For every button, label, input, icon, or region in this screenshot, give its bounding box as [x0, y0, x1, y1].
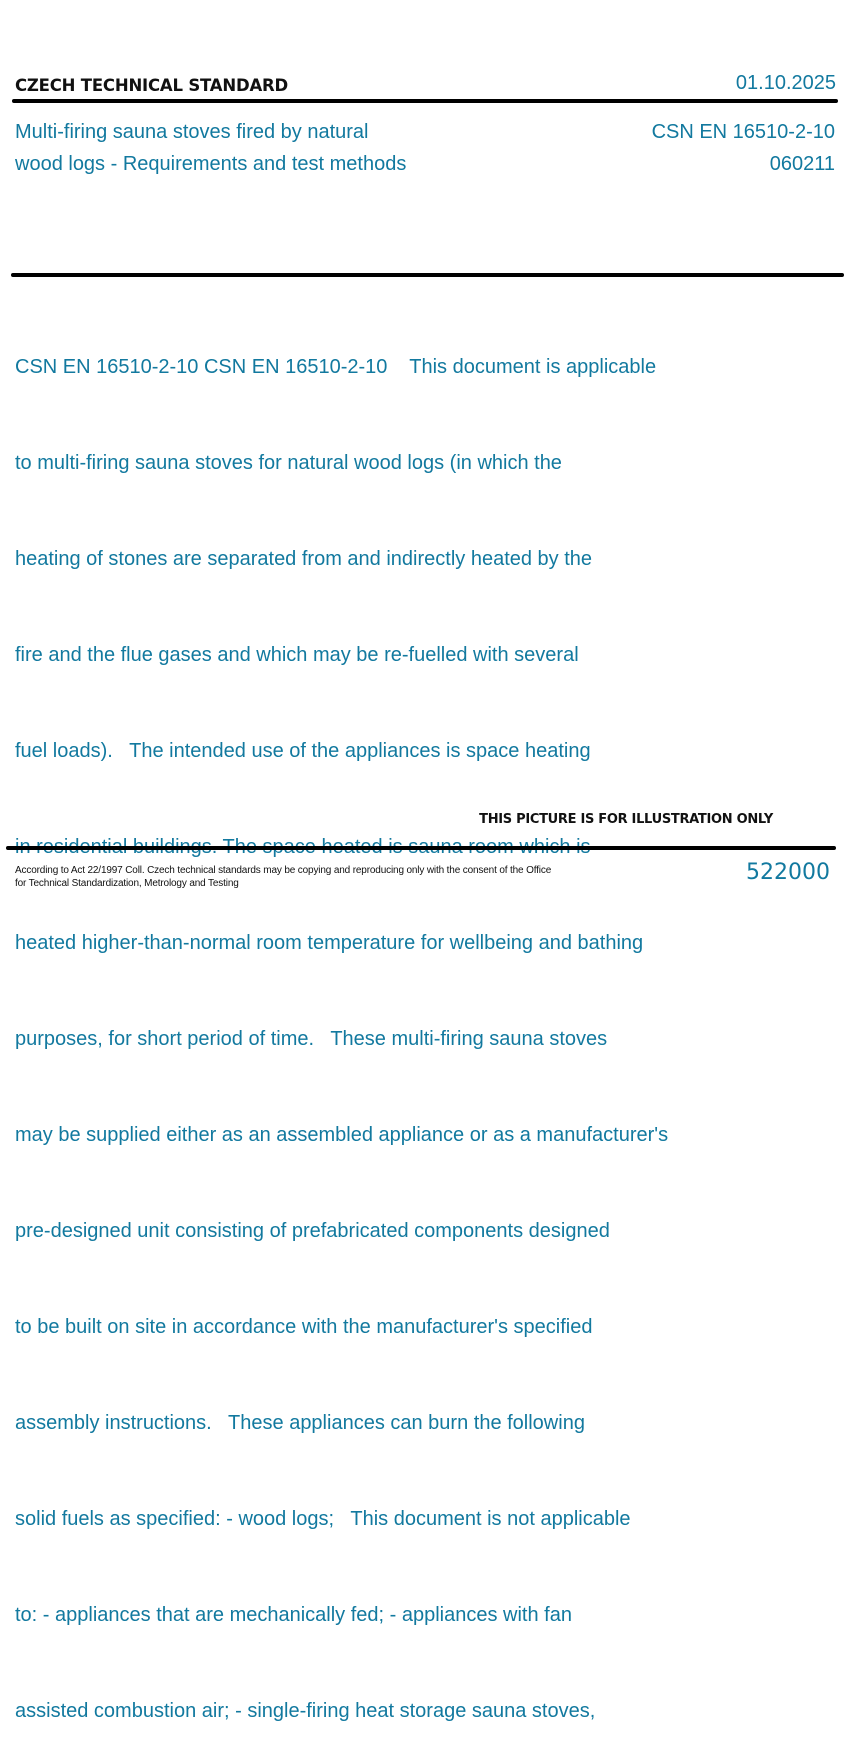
footer-number: 522000 [746, 860, 830, 885]
document-brand: CZECH TECHNICAL STANDARD [15, 76, 289, 95]
classification-number: 060211 [769, 153, 835, 175]
legal-notice [15, 864, 551, 890]
abstract-line: fire and the flue gases and which may be re-fuelled with several [15, 644, 579, 666]
title-line: Multi-firing sauna stoves fired by natural [15, 121, 369, 143]
abstract-line: to: - appliances that are mechanically fed; - appliances with fan [15, 1604, 572, 1626]
abstract-line: purposes, for short period of time. These multi-firing sauna stoves [15, 1028, 608, 1050]
abstract-line: pre-designed unit consisting of prefabricated components designed [15, 1220, 610, 1242]
legal-line: According to Act 22/1997 Coll. Czech technical standards may be copying and reproducing only with the consent of the Office [15, 865, 552, 876]
abstract-line: heating of stones are separated from and indirectly heated by the [15, 548, 593, 570]
standard-codes [652, 116, 835, 180]
illustration-disclaimer: THIS PICTURE IS FOR ILLUSTRATION ONLY [479, 812, 773, 827]
abstract-line: solid fuels as specified: - wood logs; This document is not applicable [15, 1508, 631, 1530]
abstract-line: assisted combustion air; - single-firing heat storage sauna stoves, [15, 1700, 596, 1722]
standard-number: CSN EN 16510-2-10 [651, 121, 835, 143]
abstract-line: may be supplied either as an assembled appliance or as a manufacturer's [15, 1124, 669, 1146]
legal-line: for Technical Standardization, Metrology and Testing [15, 878, 239, 889]
section-divider [11, 273, 844, 277]
abstract-line: assembly instructions. These appliances can burn the following [15, 1412, 585, 1434]
footer-divider [6, 846, 836, 850]
title-line: wood logs - Requirements and test methods [15, 153, 407, 175]
abstract-line: to be built on site in accordance with the manufacturer's specified [15, 1316, 593, 1338]
abstract-line: heated higher-than-normal room temperature for wellbeing and bathing [15, 932, 644, 954]
header-divider [12, 99, 838, 103]
publication-date: 01.10.2025 [735, 72, 836, 94]
standard-title [15, 116, 406, 180]
abstract-line: CSN EN 16510-2-10 CSN EN 16510-2-10 This document is applicable [15, 356, 657, 378]
abstract-line: fuel loads). The intended use of the appliances is space heating [15, 740, 591, 762]
abstract-line: to multi-firing sauna stoves for natural wood logs (in which the [15, 452, 562, 474]
document-abstract [15, 287, 775, 1759]
